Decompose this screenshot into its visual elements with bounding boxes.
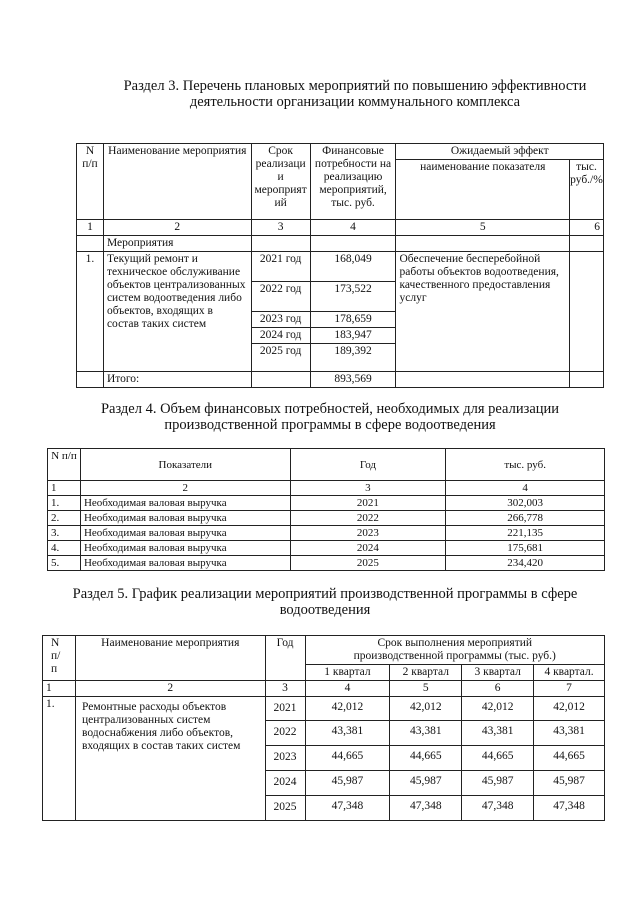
header-term: Срок выполнения мероприятий производственной программы (тыс. руб.)	[305, 636, 604, 665]
cell-quarter-value: 44,665	[390, 746, 462, 771]
item-year: 2022 год	[251, 282, 310, 312]
header-year: Год	[265, 636, 305, 681]
item-value: 173,522	[310, 282, 396, 312]
cell-quarter-value: 43,381	[534, 721, 605, 746]
cell-year: 2023	[290, 526, 446, 541]
total-label: Итого:	[103, 372, 251, 388]
cell-quarter-value: 43,381	[462, 721, 534, 746]
col-number: 1	[77, 220, 104, 236]
cell-quarter-value: 45,987	[390, 771, 462, 796]
cell-year: 2023	[265, 746, 305, 771]
cell-quarter-value: 42,012	[390, 697, 462, 721]
col-number: 2	[75, 681, 265, 697]
cell-quarter-value: 47,348	[305, 796, 390, 821]
cell-name: Необходимая валовая выручка	[80, 556, 290, 571]
section4-table	[47, 448, 605, 571]
cell-year: 2021	[265, 697, 305, 721]
header-name: Наименование мероприятия	[75, 636, 265, 681]
title-line: деятельности организации коммунального комплекса	[189, 94, 521, 110]
cell-value: 175,681	[446, 541, 605, 556]
cell-quarter-value: 42,012	[534, 697, 605, 721]
item-year: 2023 год	[251, 312, 310, 328]
cell-value: 221,135	[446, 526, 605, 541]
cell-quarter-value: 44,665	[462, 746, 534, 771]
section3-title	[100, 78, 610, 110]
item-num: 1.	[77, 252, 104, 372]
cell-quarter-value: 45,987	[305, 771, 390, 796]
header-num: N п/ п	[43, 636, 76, 681]
cell-year: 2025	[290, 556, 446, 571]
table-row	[43, 697, 605, 721]
header-q2: 2 квартал	[390, 665, 462, 681]
cell-value: 302,003	[446, 496, 605, 511]
item-year: 2024 год	[251, 328, 310, 344]
cell-quarter-value: 45,987	[462, 771, 534, 796]
header-q3: 3 квартал	[462, 665, 534, 681]
cell-quarter-value: 43,381	[305, 721, 390, 746]
cell-quarter-value: 42,012	[305, 697, 390, 721]
column-numbers-row	[43, 681, 605, 697]
item-year: 2025 год	[251, 344, 310, 372]
cell-year: 2024	[265, 771, 305, 796]
section5-table	[42, 635, 605, 821]
table-row	[48, 556, 605, 571]
cell-num: 3.	[48, 526, 81, 541]
col-number: 7	[534, 681, 605, 697]
header-q4: 4 квартал.	[534, 665, 605, 681]
header-term: Срок реализаци и мероприят ий	[251, 144, 310, 220]
header-value: тыс. руб.	[446, 449, 605, 481]
item-value: 183,947	[310, 328, 396, 344]
cell-quarter-value: 45,987	[534, 771, 605, 796]
header-finance: Финансовые потребности на реализацию мероприятий, тыс. руб.	[310, 144, 396, 220]
col-number: 3	[251, 220, 310, 236]
item-value: 189,392	[310, 344, 396, 372]
section3-table	[76, 143, 604, 388]
cell-num: 4.	[48, 541, 81, 556]
col-number: 3	[290, 481, 446, 496]
header-unit: тыс. руб./%	[569, 160, 603, 220]
item-name: Текущий ремонт и техническое обслуживание объектов централизованных систем водоотведения либо объектов, входящих в состав таких систем	[103, 252, 251, 372]
cell-num: 1.	[48, 496, 81, 511]
col-number: 6	[462, 681, 534, 697]
cell-name: Необходимая валовая выручка	[80, 511, 290, 526]
header-num: N п/п	[77, 144, 104, 220]
cell-value: 266,778	[446, 511, 605, 526]
cell-quarter-value: 47,348	[462, 796, 534, 821]
col-number: 3	[265, 681, 305, 697]
title-line: Раздел 5. График реализации мероприятий производственной программы в сфере	[72, 586, 578, 602]
col-number: 4	[446, 481, 605, 496]
col-number: 1	[43, 681, 76, 697]
total-value: 893,569	[310, 372, 396, 388]
cell-name: Необходимая валовая выручка	[80, 541, 290, 556]
table-row	[48, 496, 605, 511]
item-num: 1.	[43, 697, 76, 821]
cell-name: Необходимая валовая выручка	[80, 526, 290, 541]
title-line: Раздел 4. Объем финансовых потребностей, необходимых для реализации	[100, 401, 560, 417]
header-indicator: Показатели	[80, 449, 290, 481]
cell-year: 2022	[290, 511, 446, 526]
col-number: 6	[569, 220, 603, 236]
col-number: 5	[396, 220, 569, 236]
header-q1: 1 квартал	[305, 665, 390, 681]
col-number: 2	[103, 220, 251, 236]
cell-year: 2021	[290, 496, 446, 511]
table-row	[48, 511, 605, 526]
col-number: 4	[310, 220, 396, 236]
col-number: 1	[48, 481, 81, 496]
cell-name: Необходимая валовая выручка	[80, 496, 290, 511]
section4-title	[50, 401, 610, 433]
col-number: 2	[80, 481, 290, 496]
item-year: 2021 год	[251, 252, 310, 282]
section5-title	[40, 586, 610, 618]
header-num: N п/п	[48, 449, 81, 481]
title-line: производственной программы в сфере водоотведения	[164, 417, 496, 433]
cell-quarter-value: 43,381	[390, 721, 462, 746]
table-row	[48, 541, 605, 556]
title-line: Раздел 3. Перечень плановых мероприятий по повышению эффективности	[123, 78, 587, 94]
item-effect: Обеспечение бесперебойной работы объектов водоотведения, качественного предоставления услуг	[396, 252, 569, 372]
cell-year: 2024	[290, 541, 446, 556]
cell-quarter-value: 47,348	[534, 796, 605, 821]
cell-quarter-value: 42,012	[462, 697, 534, 721]
cell-quarter-value: 44,665	[534, 746, 605, 771]
title-line: водоотведения	[279, 602, 371, 618]
cell-year: 2025	[265, 796, 305, 821]
cell-quarter-value: 47,348	[390, 796, 462, 821]
table-row	[48, 526, 605, 541]
cell-num: 2.	[48, 511, 81, 526]
cell-num: 5.	[48, 556, 81, 571]
cell-value: 234,420	[446, 556, 605, 571]
item-value: 178,659	[310, 312, 396, 328]
group-label: Мероприятия	[103, 236, 251, 252]
header-year: Год	[290, 449, 446, 481]
cell-year: 2022	[265, 721, 305, 746]
header-indicator: наименование показателя	[396, 160, 569, 220]
header-effect: Ожидаемый эффект	[396, 144, 604, 160]
cell-quarter-value: 44,665	[305, 746, 390, 771]
item-value: 168,049	[310, 252, 396, 282]
header-name: Наименование мероприятия	[103, 144, 251, 220]
col-number: 4	[305, 681, 390, 697]
item-name: Ремонтные расходы объектов централизованных систем водоснабжения либо объектов, входящих в состав таких систем	[75, 697, 265, 821]
col-number: 5	[390, 681, 462, 697]
